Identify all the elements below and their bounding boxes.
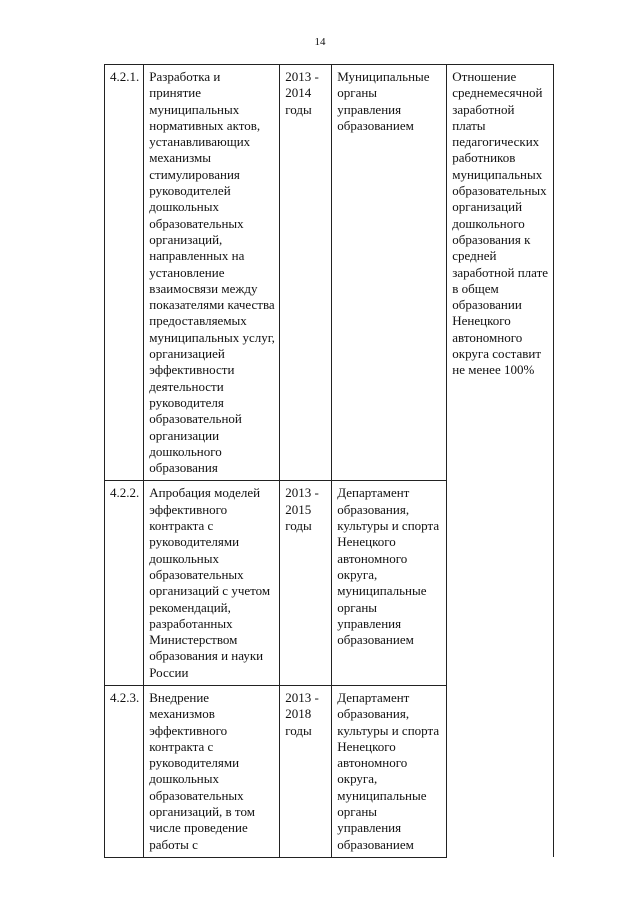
measure-responsible: Департамент образования, культуры и спорта Ненецкого автономного округа, муниципальные органы управления образованием	[332, 685, 447, 857]
row-number: 4.2.2.	[105, 481, 144, 686]
page-number: 14	[314, 36, 326, 48]
table-row	[105, 685, 554, 857]
measure-period: 2013 - 2015 годы	[280, 481, 332, 686]
table-row	[105, 481, 554, 686]
measure-responsible: Департамент образования, культуры и спорта Ненецкого автономного округа, муниципальные органы управления образованием	[332, 481, 447, 686]
measure-period: 2013 - 2018 годы	[280, 685, 332, 857]
measure-result-continued	[447, 685, 554, 857]
measure-responsible: Муниципальные органы управления образованием	[332, 65, 447, 481]
row-number: 4.2.1.	[105, 65, 144, 481]
measure-period: 2013 - 2014 годы	[280, 65, 332, 481]
row-number: 4.2.3.	[105, 685, 144, 857]
measure-result-continued	[447, 481, 554, 686]
table-row	[105, 65, 554, 481]
measure-result: Отношение среднемесячной заработной платы педагогических работников муниципальных образовательных организаций дошкольного образования к средней заработной плате в общем образовании Ненецкого автономного округа составит не менее 100%	[447, 65, 554, 481]
measure-name: Разработка и принятие муниципальных нормативных актов, устанавливающих механизмы стимулирования руководителей дошкольных образовательных организаций, направленных на установление взаимосвязи между показателями качества предоставляемых муниципальных услуг, организацией эффективности деятельности руководителя образовательной организации дошкольного образования	[144, 65, 280, 481]
measure-name: Внедрение механизмов эффективного контракта с руководителями дошкольных образовательных организаций, в том числе проведение работы с	[144, 685, 280, 857]
measure-name: Апробация моделей эффективного контракта с руководителями дошкольных образовательных организаций с учетом рекомендаций, разработанных Министерством образования и науки России	[144, 481, 280, 686]
measures-table	[104, 64, 554, 858]
